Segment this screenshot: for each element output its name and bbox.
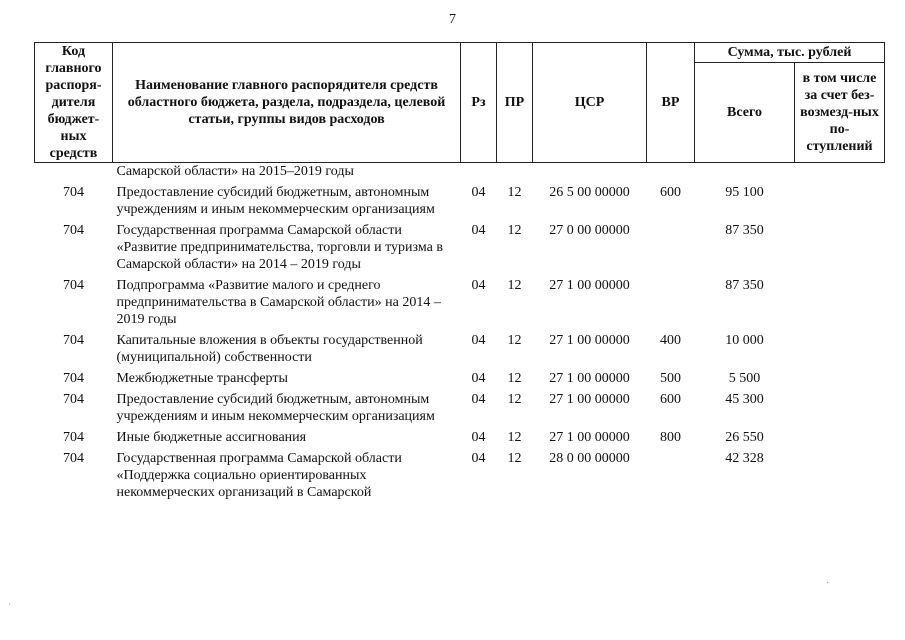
page-number: 7 [449,12,456,27]
budget-table [34,42,885,505]
cell-code: 704 [63,371,84,386]
table-row [35,450,885,505]
header-vr: ВР [647,43,695,163]
header-name: Наименование главного распорядителя средств областного бюджета, раздела, подраздела, целевой статьи, группы видов расходов [113,43,461,163]
cell-incl [795,429,885,450]
cell-total: 5 500 [728,371,761,386]
header-code: Код главного распоря-дителя бюджет-ных средств [35,43,113,163]
header-rz: Рз [461,43,497,163]
cell-incl [795,370,885,391]
cell-code: 704 [63,392,84,407]
table-row [35,370,885,391]
cell-pr: 12 [507,392,522,407]
header-sum: Сумма, тыс. рублей [695,43,885,63]
continuation-row [35,163,885,185]
cell-vr: 500 [660,371,681,386]
cell-incl [795,391,885,429]
cell-name: Государственная программа Самарской области «Поддержка социально ориентированных некоммерческих организаций в Самарской [116,451,402,500]
cell-csr: 27 1 00 00000 [549,371,630,386]
cell-csr: 27 1 00 00000 [549,278,630,293]
cell-name: Капитальные вложения в объекты государственной (муниципальной) собственности [116,333,423,365]
cell-name: Предоставление субсидий бюджетным, автономным учреждениям и иным некоммерческим организациям [116,185,435,217]
cell-total: 87 350 [725,278,764,293]
cell-pr: 12 [507,333,522,348]
cell-csr: 27 0 00 00000 [549,223,630,238]
cell-incl [795,450,885,505]
table-row [35,184,885,222]
cell-name: Предоставление субсидий бюджетным, автономным учреждениям и иным некоммерческим организациям [116,392,435,424]
cell-vr: 400 [660,333,681,348]
cell-code: 704 [63,430,84,445]
cell-csr: 27 1 00 00000 [549,430,630,445]
cell-total: 10 000 [725,333,764,348]
table-row [35,429,885,450]
table-row [35,277,885,332]
cell-name: Межбюджетные трансферты [116,371,288,386]
cell-rz: 04 [471,371,486,386]
cell-incl [795,332,885,370]
header-total: Всего [695,63,795,163]
continuation-name: Самарской области» на 2015–2019 годы [116,164,354,179]
cell-vr [647,222,695,277]
table-body [35,163,885,506]
cell-rz: 04 [471,333,486,348]
header-pr: ПР [497,43,533,163]
cell-pr: 12 [507,430,522,445]
cell-pr: 12 [507,371,522,386]
cell-incl [795,222,885,277]
cell-code: 704 [63,333,84,348]
cell-incl [795,277,885,332]
cell-rz: 04 [471,223,486,238]
cell-vr [647,277,695,332]
cell-code: 704 [63,451,84,466]
cell-code: 704 [63,278,84,293]
cell-name: Иные бюджетные ассигнования [116,430,307,445]
cell-vr: 800 [660,430,681,445]
cell-total: 26 550 [725,430,764,445]
cell-pr: 12 [507,223,522,238]
header-incl: в том числе за счет без-возмезд-ных по-ступлений [795,63,885,163]
cell-total: 45 300 [725,392,764,407]
cell-rz: 04 [471,451,486,466]
cell-vr [647,450,695,505]
cell-code: 704 [63,223,84,238]
header-csr: ЦСР [533,43,647,163]
table-row [35,391,885,429]
cell-rz: 04 [471,430,486,445]
cell-name: Государственная программа Самарской области «Развитие предпринимательства, торговли и туризма в Самарской области» на 2014 – 2019 годы [116,223,443,272]
cell-pr: 12 [507,451,522,466]
cell-incl [795,184,885,222]
cell-name: Подпрограмма «Развитие малого и среднего предпринимательства в Самарской области» на 2014 – 2019 годы [116,278,441,327]
cell-vr: 600 [660,392,681,407]
cell-total: 95 100 [725,185,764,200]
table-row [35,222,885,277]
cell-csr: 27 1 00 00000 [549,333,630,348]
cell-csr: 28 0 00 00000 [549,451,630,466]
table-header [35,43,885,163]
cell-pr: 12 [507,185,522,200]
cell-pr: 12 [507,278,522,293]
scan-speck: · [8,600,12,611]
cell-csr: 26 5 00 00000 [549,185,630,200]
cell-total: 87 350 [725,223,764,238]
cell-vr: 600 [660,185,681,200]
scan-speck: · [826,578,830,589]
cell-rz: 04 [471,185,486,200]
cell-rz: 04 [471,278,486,293]
table-row [35,332,885,370]
cell-csr: 27 1 00 00000 [549,392,630,407]
cell-rz: 04 [471,392,486,407]
cell-code: 704 [63,185,84,200]
cell-total: 42 328 [725,451,764,466]
